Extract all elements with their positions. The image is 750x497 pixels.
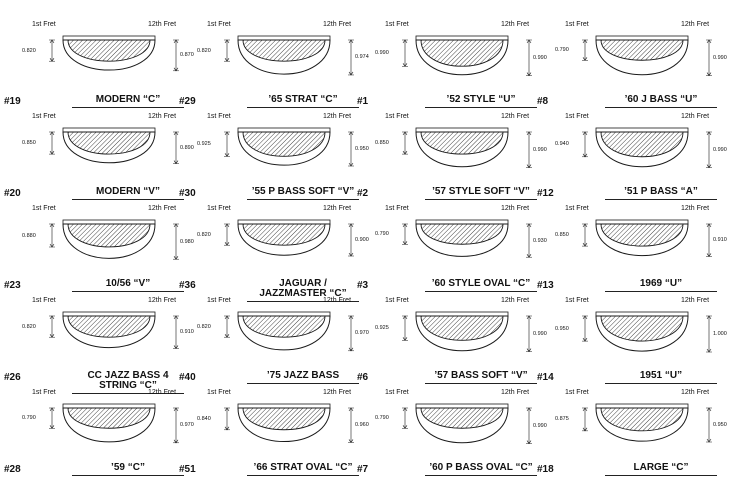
twelfth-fret-depth: 0.970	[355, 330, 369, 337]
first-fret-label: 1st Fret	[385, 297, 409, 304]
profile-number: #8	[537, 96, 549, 107]
first-fret-label: 1st Fret	[32, 297, 56, 304]
first-fret-label: 1st Fret	[207, 113, 231, 120]
twelfth-fret-label: 12th Fret	[501, 297, 530, 304]
first-fret-label: 1st Fret	[32, 389, 56, 396]
profile-number: #19	[4, 96, 21, 107]
first-fret-depth: 0.820	[197, 231, 211, 238]
profile-name-underline	[425, 475, 537, 476]
profile-number: #36	[179, 280, 196, 291]
twelfth-fret-label: 12th Fret	[323, 389, 352, 396]
first-fret-label: 1st Fret	[565, 389, 589, 396]
first-fret-label: 1st Fret	[565, 205, 589, 212]
fingerboard	[63, 36, 155, 40]
profile-name: ’60 STYLE OVAL “C”	[431, 278, 531, 289]
fingerboard	[238, 36, 330, 40]
profile-name-underline	[247, 475, 359, 476]
first-fret-depth: 0.850	[555, 232, 569, 239]
fingerboard	[596, 404, 688, 408]
twelfth-fret-depth: 0.990	[533, 146, 547, 153]
first-fret-depth: 0.840	[197, 415, 211, 422]
fingerboard	[416, 312, 508, 316]
profile-name-underline	[247, 107, 359, 108]
profile-name: JAGUAR / JAZZMASTER “C”	[259, 278, 347, 299]
profile-number: #51	[179, 464, 196, 475]
first-fret-depth: 0.820	[197, 47, 211, 54]
twelfth-fret-label: 12th Fret	[501, 389, 530, 396]
first-fret-depth: 0.790	[22, 415, 36, 422]
twelfth-fret-label: 12th Fret	[323, 21, 352, 28]
twelfth-fret-label: 12th Fret	[501, 21, 530, 28]
profile-name-underline	[605, 383, 717, 384]
profile-number: #18	[537, 464, 554, 475]
profile-name-underline	[605, 199, 717, 200]
neck-profile-cell	[537, 20, 743, 115]
twelfth-fret-label: 12th Fret	[148, 113, 177, 120]
twelfth-fret-depth: 0.910	[180, 329, 194, 336]
twelfth-fret-depth: 0.870	[180, 52, 194, 59]
profile-name: CC JAZZ BASS 4 STRING “C”	[87, 370, 169, 391]
twelfth-fret-depth: 0.970	[180, 422, 194, 429]
profile-name: 1951 “U”	[639, 370, 683, 381]
profile-name-underline	[247, 199, 359, 200]
profile-number: #3	[357, 280, 369, 291]
profile-name: ’51 P BASS “A”	[624, 186, 698, 197]
profile-name-underline	[425, 383, 537, 384]
fingerboard	[416, 128, 508, 132]
profile-name-underline	[605, 475, 717, 476]
profile-name: ’57 BASS SOFT “V”	[434, 370, 528, 381]
profile-name: 10/56 “V”	[105, 278, 151, 289]
twelfth-fret-depth: 0.950	[355, 146, 369, 152]
twelfth-fret-label: 12th Fret	[148, 389, 177, 396]
first-fret-label: 1st Fret	[385, 21, 409, 28]
profile-name-underline	[425, 107, 537, 108]
profile-number: #13	[537, 280, 554, 291]
profile-name-underline	[72, 199, 184, 200]
profile-name-underline	[72, 107, 184, 108]
first-fret-depth: 0.820	[22, 323, 36, 330]
first-fret-label: 1st Fret	[32, 205, 56, 212]
first-fret-depth: 0.820	[22, 47, 36, 54]
twelfth-fret-label: 12th Fret	[501, 113, 530, 120]
first-fret-label: 1st Fret	[207, 297, 231, 304]
profile-name: ’57 STYLE SOFT “V”	[432, 186, 530, 197]
twelfth-fret-depth: 0.890	[180, 144, 194, 151]
twelfth-fret-label: 12th Fret	[323, 297, 352, 304]
profile-number: #29	[179, 96, 196, 107]
neck-profile-cell	[537, 112, 743, 207]
fingerboard	[596, 36, 688, 40]
first-fret-depth: 0.940	[555, 141, 569, 148]
twelfth-fret-depth: 0.960	[355, 422, 369, 429]
twelfth-fret-depth: 0.990	[533, 54, 547, 61]
profile-name-underline	[72, 291, 184, 292]
profile-name-underline	[72, 475, 184, 476]
twelfth-fret-depth: 0.910	[713, 237, 727, 244]
profile-name-underline	[605, 107, 717, 108]
first-fret-label: 1st Fret	[565, 21, 589, 28]
first-fret-label: 1st Fret	[565, 113, 589, 120]
twelfth-fret-label: 12th Fret	[681, 297, 710, 304]
twelfth-fret-depth: 0.990	[533, 330, 547, 337]
twelfth-fret-label: 12th Fret	[148, 297, 177, 304]
first-fret-depth: 0.850	[375, 140, 389, 147]
profile-number: #2	[357, 188, 369, 199]
profile-name-underline	[605, 291, 717, 292]
profile-name: ’52 STYLE “U”	[446, 94, 516, 105]
first-fret-depth: 0.790	[375, 231, 389, 238]
twelfth-fret-label: 12th Fret	[681, 205, 710, 212]
fingerboard	[596, 220, 688, 224]
twelfth-fret-depth: 0.900	[355, 237, 369, 243]
profile-name-underline	[425, 199, 537, 200]
twelfth-fret-depth: 0.990	[713, 54, 727, 61]
profile-number: #28	[4, 464, 21, 475]
profile-number: #12	[537, 188, 554, 199]
first-fret-depth: 0.790	[555, 47, 569, 54]
profile-number: #6	[357, 372, 369, 383]
fingerboard	[238, 220, 330, 224]
profile-name: MODERN “C”	[95, 94, 161, 105]
first-fret-depth: 0.880	[22, 232, 36, 239]
twelfth-fret-label: 12th Fret	[681, 113, 710, 120]
first-fret-depth: 0.850	[22, 140, 36, 147]
profile-number: #7	[357, 464, 369, 475]
first-fret-label: 1st Fret	[207, 21, 231, 28]
fingerboard	[596, 312, 688, 316]
profile-name: ’66 STRAT OVAL “C”	[253, 462, 353, 473]
twelfth-fret-depth: 0.950	[713, 422, 727, 428]
profile-name: 1969 “U”	[639, 278, 683, 289]
profile-number: #40	[179, 372, 196, 383]
first-fret-label: 1st Fret	[565, 297, 589, 304]
twelfth-fret-label: 12th Fret	[148, 21, 177, 28]
twelfth-fret-label: 12th Fret	[681, 21, 710, 28]
profile-name-underline	[247, 383, 359, 384]
fingerboard	[416, 220, 508, 224]
twelfth-fret-depth: 0.974	[355, 54, 369, 61]
first-fret-label: 1st Fret	[32, 113, 56, 120]
twelfth-fret-depth: 0.990	[713, 146, 727, 153]
first-fret-label: 1st Fret	[385, 389, 409, 396]
first-fret-label: 1st Fret	[32, 21, 56, 28]
fingerboard	[238, 128, 330, 132]
twelfth-fret-label: 12th Fret	[501, 205, 530, 212]
twelfth-fret-label: 12th Fret	[148, 205, 177, 212]
first-fret-depth: 0.875	[555, 416, 569, 423]
profile-name: ’75 JAZZ BASS	[266, 370, 340, 381]
profile-number: #23	[4, 280, 21, 291]
profile-name: ’65 STRAT “C”	[268, 94, 338, 105]
profile-name: LARGE “C”	[633, 462, 689, 473]
twelfth-fret-label: 12th Fret	[323, 113, 352, 120]
fingerboard	[416, 404, 508, 408]
profile-name: ’55 P BASS SOFT “V”	[251, 186, 355, 197]
fingerboard	[238, 404, 330, 408]
profile-name: ’60 P BASS OVAL “C”	[429, 462, 533, 473]
first-fret-label: 1st Fret	[207, 389, 231, 396]
twelfth-fret-label: 12th Fret	[323, 205, 352, 212]
first-fret-depth: 0.820	[197, 323, 211, 330]
twelfth-fret-depth: 0.990	[533, 422, 547, 429]
profile-number: #14	[537, 372, 554, 383]
twelfth-fret-label: 12th Fret	[681, 389, 710, 396]
profile-name: ’59 “C”	[111, 462, 145, 473]
profile-number: #20	[4, 188, 21, 199]
first-fret-depth: 0.950	[555, 325, 569, 332]
twelfth-fret-depth: 0.930	[533, 237, 547, 244]
first-fret-label: 1st Fret	[385, 205, 409, 212]
fingerboard	[63, 220, 155, 224]
first-fret-label: 1st Fret	[207, 205, 231, 212]
fingerboard	[63, 404, 155, 408]
first-fret-depth: 0.990	[375, 50, 389, 57]
profile-number: #26	[4, 372, 21, 383]
fingerboard	[63, 128, 155, 132]
fingerboard	[63, 312, 155, 316]
first-fret-depth: 0.925	[197, 141, 211, 148]
fingerboard	[416, 36, 508, 40]
fingerboard	[596, 128, 688, 132]
first-fret-depth: 0.925	[375, 325, 389, 332]
first-fret-depth: 0.790	[375, 415, 389, 422]
twelfth-fret-depth: 1.000	[713, 331, 727, 337]
profile-name: MODERN “V”	[96, 186, 160, 197]
profile-name: ’60 J BASS “U”	[624, 94, 698, 105]
profile-name-underline	[425, 291, 537, 292]
twelfth-fret-depth: 0.980	[180, 238, 194, 245]
profile-number: #30	[179, 188, 196, 199]
first-fret-label: 1st Fret	[385, 113, 409, 120]
fingerboard	[238, 312, 330, 316]
profile-number: #1	[357, 96, 369, 107]
